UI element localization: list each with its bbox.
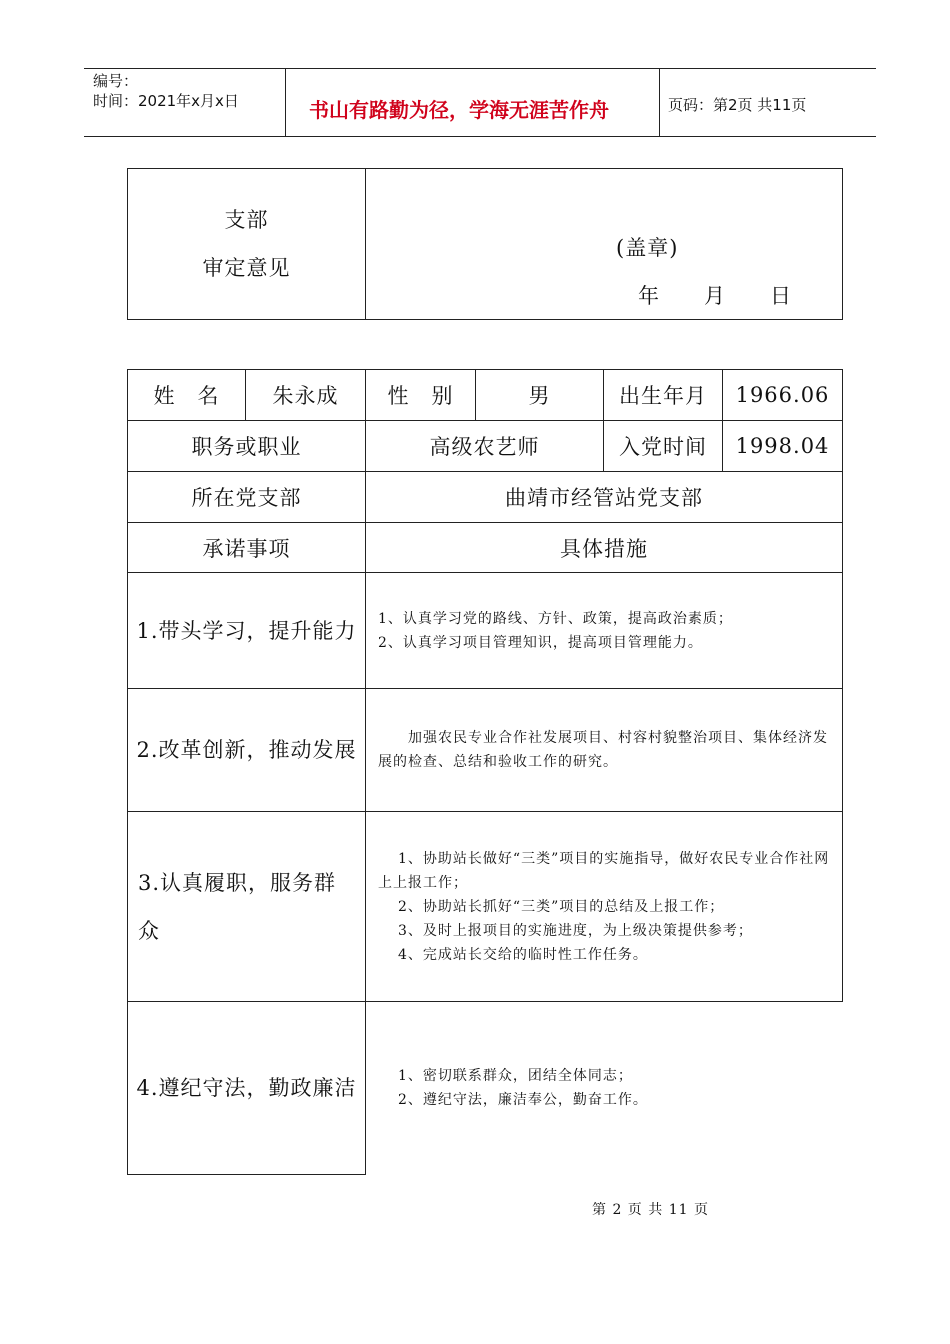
birth-label: 出生年月 <box>604 370 723 421</box>
commitment-measures <box>366 812 843 1002</box>
name-value: 朱永成 <box>246 370 366 421</box>
measure-header: 具体措施 <box>366 523 843 573</box>
commitment-item: 4.遵纪守法，勤政廉洁 <box>128 1002 366 1175</box>
measure-line: 1、认真学习党的路线、方针、政策，提高政治素质； <box>378 610 733 627</box>
measure-line: 1、协助站长做好“三类”项目的实施指导，做好农民专业合作社网上上报工作； <box>378 850 830 891</box>
branch-label: 所在党支部 <box>128 472 366 523</box>
measure-line: 2、遵纪守法，廉洁奉公，勤奋工作。 <box>398 1092 648 1109</box>
commitment-table <box>127 369 843 1175</box>
commitment-header: 承诺事项 <box>128 523 366 573</box>
name-label: 姓 名 <box>128 370 246 421</box>
gender-value: 男 <box>476 370 604 421</box>
commitment-measures <box>366 1002 843 1175</box>
table-row <box>128 689 843 812</box>
approval-label-line1: 支部 <box>224 208 269 232</box>
gender-label: 性 别 <box>366 370 476 421</box>
table-row <box>128 573 843 689</box>
document-date-label: 时间：2021年x月x日 <box>93 92 239 110</box>
measure-line: 2、协助站长抓好“三类”项目的总结及上报工作； <box>398 898 725 915</box>
approval-table <box>127 168 843 320</box>
table-row <box>128 812 843 1002</box>
page-footer: 第 2 页 共 11 页 <box>592 1202 709 1218</box>
join-label: 入党时间 <box>604 421 723 472</box>
approval-label-line2: 审定意见 <box>202 256 291 280</box>
measure-line: 3、及时上报项目的实施进度，为上级决策提供参考； <box>398 922 753 939</box>
document-number-label: 编号： <box>93 72 139 90</box>
branch-value: 曲靖市经管站党支部 <box>366 472 843 523</box>
approval-content-cell <box>366 169 843 320</box>
measure-line: 4、完成站长交给的临时性工作任务。 <box>398 946 648 963</box>
header-top-rule <box>84 68 876 69</box>
measure-line: 1、密切联系群众，团结全体同志； <box>398 1068 633 1085</box>
approval-date-line: 年 月 日 <box>638 284 792 308</box>
job-label: 职务或职业 <box>128 421 366 472</box>
commitment-item: 1.带头学习，提升能力 <box>128 573 366 689</box>
header-motto: 书山有路勤为径，学海无涯苦作舟 <box>309 98 609 122</box>
join-value: 1998.04 <box>723 421 843 472</box>
table-row <box>128 1002 843 1175</box>
commitment-item: 3.认真履职，服务群众 <box>128 812 366 1002</box>
stamp-text: (盖章) <box>616 236 679 260</box>
approval-label-cell <box>128 169 366 320</box>
measure-line: 2、认真学习项目管理知识，提高项目管理能力。 <box>378 634 703 651</box>
commitment-measures <box>366 573 843 689</box>
header-divider-right <box>659 68 660 136</box>
header-bottom-rule <box>84 136 876 137</box>
job-value: 高级农艺师 <box>366 421 604 472</box>
birth-value: 1966.06 <box>723 370 843 421</box>
measure-line: 加强农民专业合作社发展项目、村容村貌整治项目、集体经济发展的检查、总结和验收工作的研究。 <box>378 730 828 770</box>
commitment-item: 2.改革创新，推动发展 <box>128 689 366 812</box>
commitment-measures <box>366 689 843 812</box>
header-page-label: 页码：第2页 共11页 <box>668 96 807 114</box>
header-divider-left <box>285 68 286 136</box>
